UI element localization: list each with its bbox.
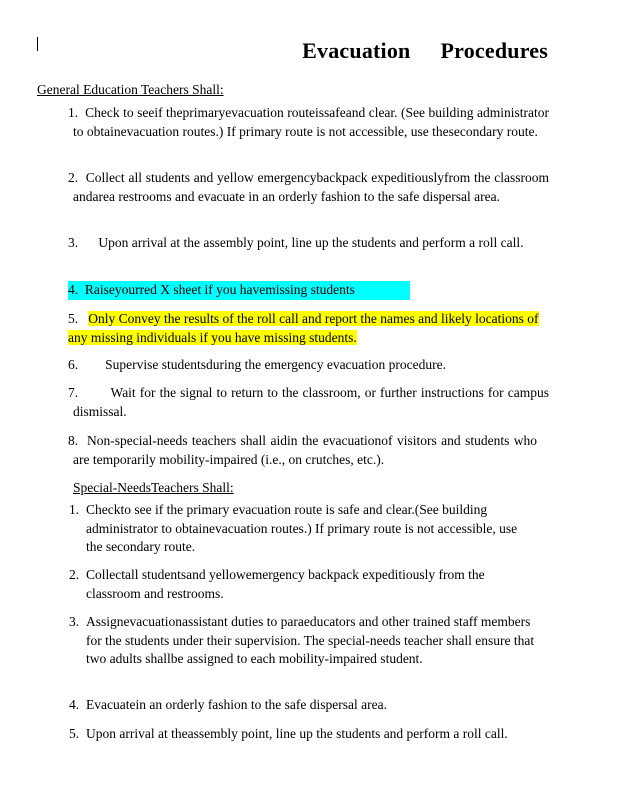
- special-item-5-text: Upon arrival at theassembly point, line up the students and perform a roll call.: [86, 726, 508, 741]
- special-item-2: [69, 566, 549, 603]
- general-item-1: [68, 104, 549, 141]
- general-item-4-highlight: 4. Raiseyourred X sheet if you havemissing students: [68, 281, 410, 300]
- general-item-2: [68, 169, 550, 206]
- general-item-2-text: 2. Collect all students and yellow emergencybackpack expeditiouslyfrom the classroom andarea restrooms and evacuate in an orderly fashion to the safe dispersal area.: [68, 170, 550, 204]
- general-item-6-text: Supervise studentsduring the emergency evacuation procedure.: [105, 357, 447, 372]
- general-item-6: 6. Supervise studentsduring the emergency evacuation procedure.: [68, 357, 447, 372]
- general-item-7-text: 7. Wait for the signal to return to the classroom, or further instructions for campus dismissal.: [68, 385, 549, 419]
- special-item-5: [69, 725, 549, 744]
- special-item-4-text: Evacuatein an orderly fashion to the safe dispersal area.: [86, 697, 387, 712]
- title-word-1: Evacuation: [302, 38, 411, 63]
- special-item-2-text: Collectall studentsand yellowemergency backpack expeditiously from the classroom and restrooms.: [86, 567, 485, 601]
- general-item-1-text: 1. Check to seeif theprimaryevacuation routeissafeand clear. (See building administrator to obtainevacuation routes.) If primary route is not accessible, use thesecondary route.: [68, 105, 549, 139]
- special-item-3: [69, 613, 549, 669]
- special-item-3-text: Assignevacuationassistant duties to paraeducators and other trained staff members for the students under their supervision. The special-needs teacher shall ensure that two adults shallbe assigned to each mobility-impaired student.: [86, 614, 535, 666]
- page-title: [0, 38, 548, 64]
- special-item-3-num: 3.: [69, 614, 80, 629]
- special-item-1-num: 1.: [69, 502, 80, 517]
- general-item-8: [68, 432, 538, 469]
- general-item-3-text: 3. Upon arrival at the assembly point, line up the students and perform a roll call.: [68, 235, 524, 250]
- special-item-5-num: 5.: [69, 726, 80, 741]
- general-item-5-text: 5. Only Convey the results of the roll call and report the names and likely locations of any missing individuals if you have missing students.: [68, 311, 539, 345]
- general-item-3: [68, 234, 549, 253]
- title-word-2: Procedures: [440, 38, 548, 63]
- general-item-4: [68, 281, 413, 300]
- special-item-4: [69, 696, 549, 715]
- general-item-7: [68, 384, 549, 421]
- special-item-2-num: 2.: [69, 567, 80, 582]
- special-item-1: [69, 501, 549, 557]
- special-section-heading: Special-NeedsTeachers Shall:: [73, 480, 234, 495]
- special-item-1-text: Checkto see if the primary evacuation route is safe and clear.(See building administrator to obtainevacuation routes.) If primary route is not accessible, use the secondary route.: [86, 502, 518, 554]
- general-item-5: [68, 310, 550, 347]
- general-section-heading: General Education Teachers Shall:: [37, 82, 224, 97]
- special-item-4-num: 4.: [69, 697, 80, 712]
- general-item-8-text: 8. Non-special-needs teachers shall aidin the evacuationof visitors and students who are temporarily mobility-impaired (i.e., on crutches, etc.).: [68, 433, 538, 467]
